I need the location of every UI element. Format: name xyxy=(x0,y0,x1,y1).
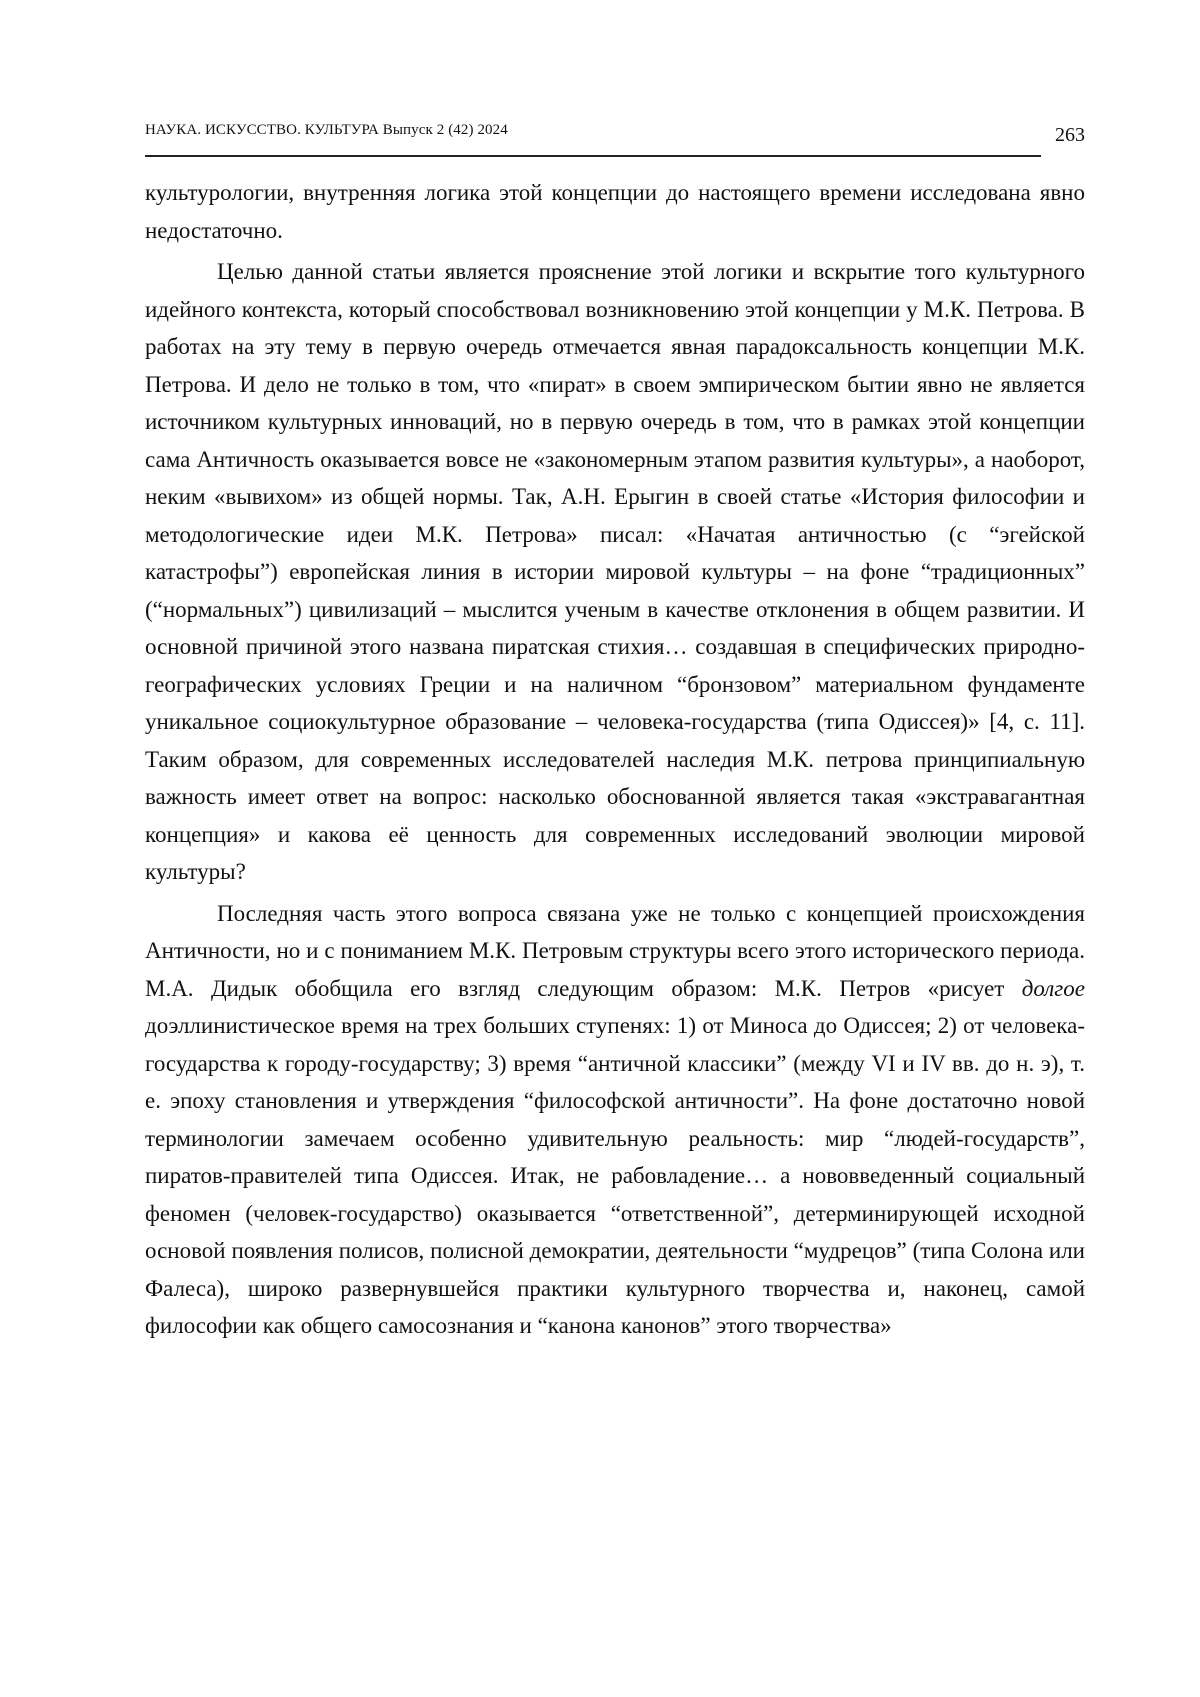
page-number: 263 xyxy=(1055,124,1085,146)
emphasis-dolgoe: долгое xyxy=(1021,975,1085,1001)
paragraph-1: культурологии, внутренняя логика этой концепции до настоящего времени исследована явно недостаточно. xyxy=(145,180,1085,243)
paragraph-3-part-2: доэллинистическое время на трех больших ступенях: 1) от Миноса до Одиссея; 2) от человека-государства к городу-государству; 3) время “античной классики” (между VI и IV вв. до н. э), т. е. эпоху становления и утверждения “философской античности”. На фоне достаточно новой терминологии замечаем особенно удивительную реальность: мир “людей-государств”, пиратов-правителей типа Одиссея. Итак, не рабовладение… а нововведенный социальный феномен (человек-государство) оказывается “ответственной”, детерминирующей исходной основой появления полисов, полисной демократии, деятельности “мудрецов” (типа Солона или Фалеса), широко развернувшейся практики культурного творчества и, наконец, самой философии как общего самосознания и “канона канонов” этого творчества» xyxy=(145,1013,1085,1338)
journal-title: НАУКА. ИСКУССТВО. КУЛЬТУРА Выпуск 2 (42) 2024 xyxy=(145,122,508,138)
paragraph-3-part-1: Последняя часть этого вопроса связана уже не только с концепцией происхождения Античности, но и с пониманием М.К. Петровым структуры всего этого исторического периода. М.А. Дидык обобщила его взгляд следующим образом: М.К. Петров «рисует xyxy=(145,900,1085,1001)
header-rule xyxy=(145,155,1041,157)
paragraph-2: Целью данной статьи является прояснение этой логики и вскрытие того культурного идейного контекста, который способствовал возникновению этой концепции у М.К. Петрова. В работах на эту тему в первую очередь отмечается явная парадоксальность концепции М.К. Петрова. И дело не только в том, что «пират» в своем эмпирическом бытии явно не является источником культурных инноваций, но в первую очередь в том, что в рамках этой концепции сама Античность оказывается вовсе не «закономерным этапом развития культуры», а наоборот, неким «вывихом» из общей нормы. Так, А.Н. Ерыгин в своей статье «История философии и методологические идеи М.К. Петрова» писал: «Начатая античностью (с “эгейской катастрофы”) европейская линия в истории мировой культуры – на фоне “традиционных” (“нормальных”) цивилизаций – мыслится ученым в качестве отклонения в общем развитии. И основной причиной этого названа пиратская стихия… создавшая в специфических природно-географических условиях Греции и на наличном “бронзовом” материальном фундаменте уникальное социокультурное образование – человека-государства (типа Одиссея)» [4, с. 11]. Таким образом, для современных исследователей наследия М.К. петрова принципиальную важность имеет ответ на вопрос: насколько обоснованной является такая «экстравагантная концепция» и какова её ценность для современных исследований эволюции мировой культуры? xyxy=(145,259,1085,884)
running-header xyxy=(145,120,1085,160)
paragraph-3 xyxy=(145,895,1085,1345)
article-body xyxy=(145,174,1085,1345)
